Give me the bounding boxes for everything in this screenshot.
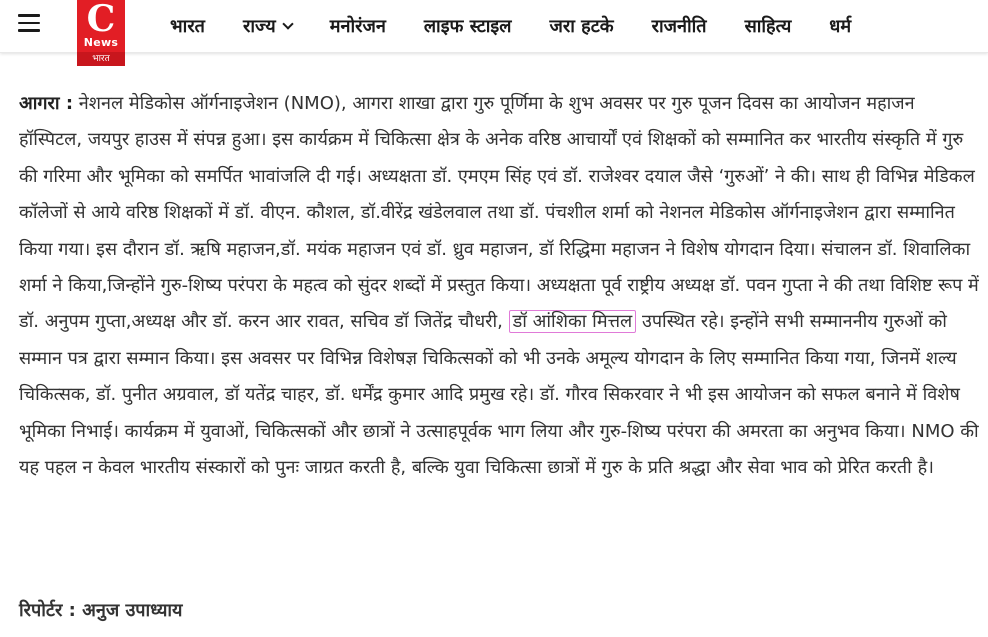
nav-item-label: लाइफ स्टाइल [423,16,512,37]
highlighted-name: डॉ आंशिका मित्तल [509,310,637,333]
article-dateline: आगरा : [19,93,74,114]
nav-item-bharat[interactable] [170,14,205,38]
hamburger-menu-icon[interactable] [18,14,40,34]
nav-item-lifestyle[interactable] [424,14,512,38]
main-nav [170,0,889,52]
nav-item-manoranjan[interactable] [330,14,386,38]
nav-item-rajniti[interactable] [652,14,707,38]
article-paragraph [19,86,979,486]
nav-item-label: धर्म [829,16,852,37]
nav-item-jara-hatke[interactable] [549,14,613,38]
nav-item-label: जरा हटके [549,16,614,37]
site-header [0,0,988,53]
site-logo[interactable] [77,0,125,68]
chevron-down-icon [282,18,293,29]
nav-item-label: मनोरंजन [329,16,386,37]
nav-item-rajya[interactable] [243,14,292,38]
article-body [19,86,979,486]
nav-item-dharm[interactable] [829,14,851,38]
nav-item-label: भारत [170,16,205,37]
article-reporter: रिपोर्टर : अनुज उपाध्याय [19,600,183,621]
nav-item-label: राजनीति [651,16,707,37]
nav-item-sahitya[interactable] [745,14,792,38]
nav-item-label: साहित्य [744,16,792,37]
nav-item-label: राज्य [242,16,276,37]
article-text: नेशनल मेडिकोस ऑर्गनाइजेशन (NMO), आगरा शाखा द्वारा गुरु पूर्णिमा के शुभ अवसर पर गुरु पूजन दिवस का आयोजन महाजन हॉस्पिटल, जयपुर हाउस में संपन्न हुआ। इस कार्यक्रम में चिकित्सा क्षेत्र के अनेक वरिष्ठ आचार्यों एवं शिक्षकों को सम्मानित कर भारतीय संस्कृति में गुरु की गरिमा और भूमिका को समर्पित भावांजलि दी गई। अध्यक्षता डॉ. एमएम सिंह एवं डॉ. राजेश्वर दयाल जैसे ‘गुरुओं’ ने की। साथ ही विभिन्न मेडिकल कॉलेजों से आये वरिष्ठ शिक्षकों में डॉ. वीएन. कौशल, डॉ.वीरेंद्र खंडेलवाल तथा डॉ. पंचशील शर्मा को नेशनल मेडिकोस ऑर्गनाइजेशन द्वारा सम्मानित किया गया। इस दौरान डॉ. ऋषि महाजन,डॉ. मयंक महाजन एवं डॉ. ध्रुव महाजन, डॉ रिद्धिमा महाजन ने विशेष योगदान दिया। संचालन डॉ. शिवालिका शर्मा ने किया,जिन्होंने गुरु-शिष्य परंपरा के महत्व को सुंदर शब्दों में प्रस्तुत किया। अध्यक्षता पूर्व राष्ट्रीय अध्यक्ष डॉ. पवन गुप्ता ने की तथा विशिष्ट रूप में डॉ. अनुपम गुप्ता,अध्यक्ष और डॉ. करन आर रावत, सचिव डॉ जितेंद्र चौधरी, [19,93,979,333]
logo-sub-text: भारत [77,52,125,66]
logo-news-text: News [83,36,119,49]
article-text-continued: उपस्थित रहे। इन्होंने सभी सम्माननीय गुरुओं को सम्मान पत्र द्वारा सम्मान किया। इस अवसर पर विभिन्न विशेषज्ञ चिकित्सकों को भी उनके अमूल्य योगदान के लिए सम्मानित किया गया, जिनमें शल्य चिकित्सक, डॉ. पुनीत अग्रवाल, डॉ यतेंद्र चाहर, डॉ. धर्मेंद्र कुमार आदि प्रमुख रहे। डॉ. गौरव सिकरवार ने भी इस आयोजन को सफल बनाने में विशेष भूमिका निभाई। कार्यक्रम में युवाओं, चिकित्सकों और छात्रों ने उत्साहपूर्वक भाग लिया और गुरु-शिष्य परंपरा की अमरता का अनुभव किया। NMO की यह पहल न केवल भारतीय संस्कारों को पुनः जाग्रत करती है, बल्कि युवा चिकित्सा छात्रों में गुरु के प्रति श्रद्धा और सेवा भाव को प्रेरित करती है। [19,311,979,479]
logo-letter: C [86,0,116,40]
